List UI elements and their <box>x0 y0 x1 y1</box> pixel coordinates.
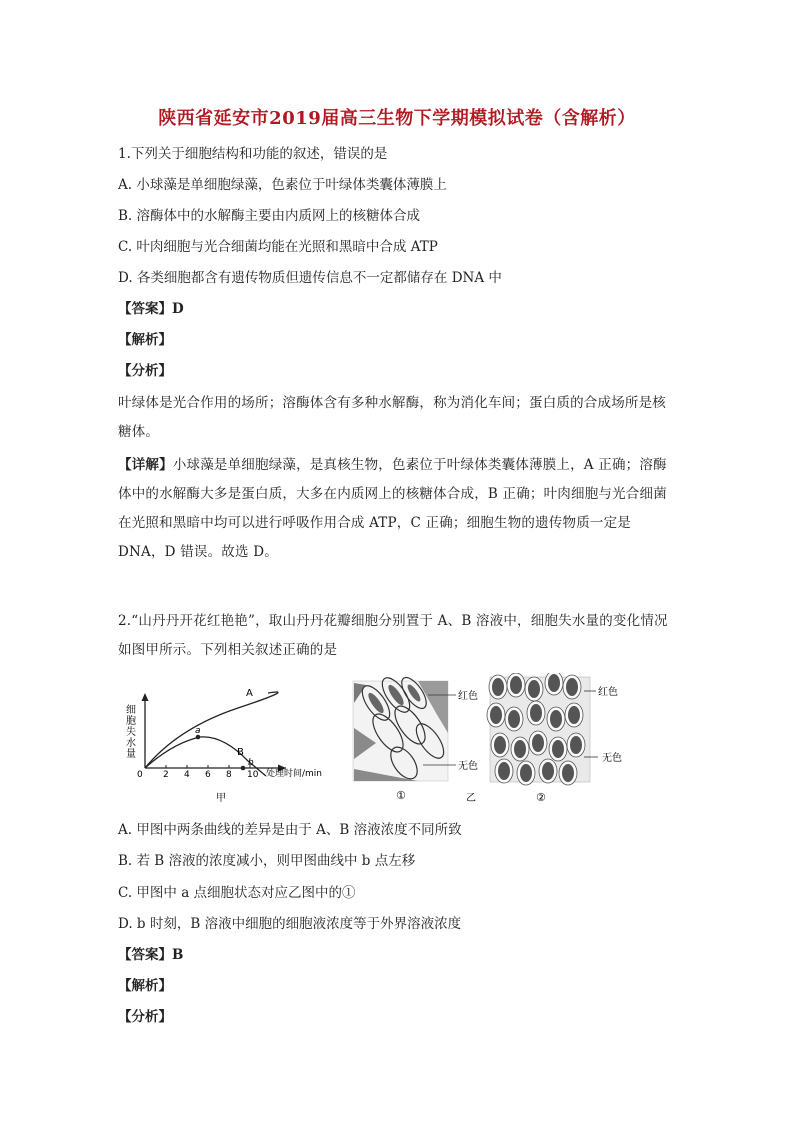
q2-option-b: B. 若 B 溶液的浓度减小，则甲图曲线中 b 点左移 <box>118 853 416 869</box>
y-axis-label-char: 细 <box>126 705 136 716</box>
y-axis-label-char: 失 <box>126 727 136 738</box>
point-a-label: a <box>195 726 201 736</box>
curve-a <box>145 692 278 768</box>
q2-jiexi-heading: 【解析】 <box>118 978 172 994</box>
x-tick-label: 2 <box>163 770 169 780</box>
micrograph-1-clear-label: 无色 <box>458 761 478 772</box>
q1-stem: 1.下列关于细胞结构和功能的叙述，错误的是 <box>118 146 388 162</box>
q2-figure <box>118 673 638 813</box>
y-axis-label-char: 量 <box>126 749 136 760</box>
micrograph-2 <box>487 673 598 804</box>
y-axis-arrow-icon <box>142 693 149 701</box>
micrograph-2-label: ② <box>536 791 546 804</box>
y-axis-label-char: 水 <box>126 738 136 749</box>
q2-option-c: C. 甲图中 a 点细胞状态对应乙图中的① <box>118 885 356 901</box>
q1-option-c: C. 叶肉细胞与光合细菌均能在光照和黑暗中合成 ATP <box>118 239 438 255</box>
q2-answer: 【答案】B <box>118 947 184 963</box>
micrograph-1-label: ① <box>396 789 406 802</box>
q1-analysis: 叶绿体是光合作用的场所；溶酶体含有多种水解酶，称为消化车间；蛋白质的合成场所是核糖体。 <box>118 395 666 440</box>
y-axis-label-char: 胞 <box>126 716 136 727</box>
micrograph-2-clear-label: 无色 <box>602 753 622 764</box>
q2-fenxi-heading: 【分析】 <box>118 1009 172 1025</box>
x-tick-label: 8 <box>226 770 232 780</box>
q1-answer: 【答案】D <box>118 301 184 317</box>
q2-option-a: A. 甲图中两条曲线的差异是由于 A、B 溶液浓度不同所致 <box>118 822 462 838</box>
y-axis-label <box>126 704 136 760</box>
q2-option-d: D. b 时刻，B 溶液中细胞的细胞液浓度等于外界溶液浓度 <box>118 916 462 932</box>
q1-option-b: B. 溶酶体中的水解酶主要由内质网上的核糖体合成 <box>118 208 421 224</box>
q1-option-a: A. 小球藻是单细胞绿藻，色素位于叶绿体类囊体薄膜上 <box>118 177 447 193</box>
graph-jia <box>126 688 322 804</box>
x-tick-label: 4 <box>184 770 190 780</box>
q2-figure-svg <box>118 673 638 813</box>
micrograph-2-red-label: 红色 <box>598 687 618 698</box>
micrograph-1-red-label: 红色 <box>458 691 478 702</box>
micrograph-1 <box>353 673 456 802</box>
q1-detail-text: 小球藻是单细胞绿藻，是真核生物，色素位于叶绿体类囊体薄膜上，A 正确；溶酶体中的水解酶大多是蛋白质，大多在内质网上的核糖体合成，B 正确；叶肉细胞与光合细菌在光照和黑暗中均可以进行呼吸作用合成 ATP，C 正确；细胞生物的遗传物质一定是 DNA，D 错误。故选 D。 <box>118 457 667 560</box>
curve-b-label: B <box>237 747 244 758</box>
q1-fenxi-heading: 【分析】 <box>118 363 172 379</box>
x-tick-label: 6 <box>205 770 211 780</box>
q1-jiexi-heading: 【解析】 <box>118 332 172 348</box>
page-title: 陕西省延安市2019届高三生物下学期模拟试卷（含解析） <box>158 108 636 129</box>
point-b <box>241 766 246 771</box>
q1-detail-tag: 【详解】 <box>118 457 173 473</box>
q2-stem: 2.“山丹丹开花红艳艳”，取山丹丹花瓣细胞分别置于 A、B 溶液中，细胞失水量的变化情况如图甲所示。下列相关叙述正确的是 <box>118 613 668 658</box>
origin-label: 0 <box>137 770 143 780</box>
q1-option-d: D. 各类细胞都含有遗传物质但遗传信息不一定都储存在 DNA 中 <box>118 270 502 286</box>
x-tick-label: 10 <box>247 770 259 780</box>
curve-a-label: A <box>246 688 253 699</box>
q1-detail <box>118 451 678 567</box>
point-b-label: b <box>248 758 254 768</box>
x-axis-label: 处理时间/min <box>266 769 323 779</box>
caption-jia: 甲 <box>216 793 226 804</box>
caption-yi: 乙 <box>466 793 476 804</box>
